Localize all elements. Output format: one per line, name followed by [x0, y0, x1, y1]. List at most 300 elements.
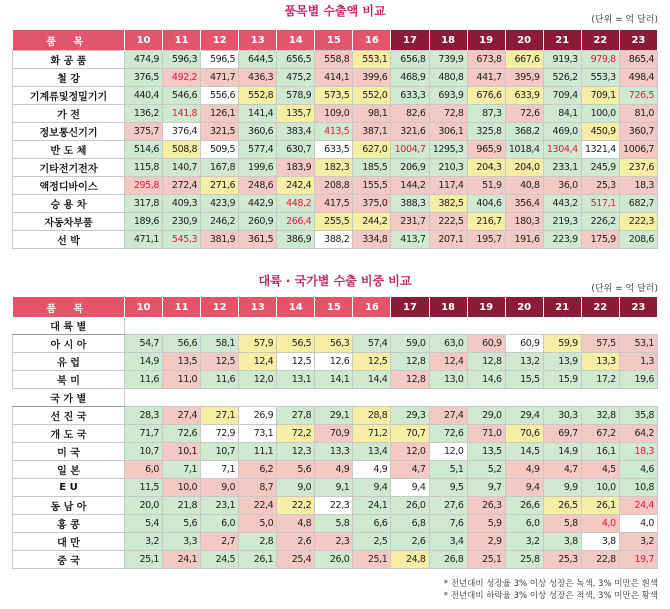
- table2-row: [13, 551, 658, 569]
- table2-cell: 3,2: [125, 533, 163, 551]
- table2-cell: 19,6: [619, 371, 657, 389]
- table2-cell: 10,0: [581, 479, 619, 497]
- table1-row-label: 선 박: [13, 231, 125, 249]
- table2-cell: 13,3: [315, 443, 353, 461]
- table2-cell: 60,9: [505, 335, 543, 353]
- table1-cell: 231,7: [391, 213, 429, 231]
- table1-year-header: 13: [239, 30, 277, 51]
- table2-cell: 12,5: [201, 353, 239, 371]
- table1-cell: 216,7: [467, 213, 505, 231]
- table2-header-label: 품 목: [13, 297, 125, 317]
- table1-cell: 140,7: [163, 159, 201, 177]
- table2-cell: 27,6: [429, 497, 467, 515]
- table2-year-header: 13: [239, 297, 277, 317]
- table2-cell: 30,3: [543, 407, 581, 425]
- table2-cell: 72,6: [429, 425, 467, 443]
- table1-row-label: 화 공 품: [13, 51, 125, 69]
- table2-cell: 6,8: [391, 515, 429, 533]
- table1-cell: 448,2: [277, 195, 315, 213]
- table2-cell: 72,6: [163, 425, 201, 443]
- table1-cell: 865,4: [619, 51, 657, 69]
- table1-cell: 72,8: [429, 105, 467, 123]
- table1-cell: 356,4: [505, 195, 543, 213]
- table2-row-label: 아 시 아: [13, 335, 125, 353]
- table1-cell: 578,9: [277, 87, 315, 105]
- table1-cell: 376,4: [163, 123, 201, 141]
- export-share-table: [12, 297, 658, 569]
- table1-cell: 72,6: [505, 105, 543, 123]
- table1-cell: 381,9: [201, 231, 239, 249]
- table2-cell: 23,1: [201, 497, 239, 515]
- table1-cell: 726,5: [619, 87, 657, 105]
- table2-section-label: 대 륙 별: [13, 317, 125, 335]
- table2-row: [13, 479, 658, 497]
- table1-cell: 450,9: [581, 123, 619, 141]
- table1-row-label: 승 용 차: [13, 195, 125, 213]
- table2-cell: 26,6: [505, 497, 543, 515]
- table2-cell: 12,3: [277, 443, 315, 461]
- table1-row-label: 기계류및정밀기기: [13, 87, 125, 105]
- table1-cell: 206,9: [391, 159, 429, 177]
- table2-cell: 35,8: [619, 407, 657, 425]
- table2-cell: 26,0: [391, 497, 429, 515]
- table1-cell: 556,6: [201, 87, 239, 105]
- table2-cell: 9,7: [467, 479, 505, 497]
- table2-cell: 2,9: [467, 533, 505, 551]
- table2-cell: 7,6: [429, 515, 467, 533]
- table2-cell: 7,1: [201, 461, 239, 479]
- table2-cell: 12,8: [391, 353, 429, 371]
- table2-cell: 12,8: [467, 353, 505, 371]
- table2-cell: 72,9: [201, 425, 239, 443]
- table2-cell: 13,4: [353, 443, 391, 461]
- table2-cell: 13,1: [277, 371, 315, 389]
- table2-section-row: [13, 389, 658, 407]
- table1-cell: 509,5: [201, 141, 239, 159]
- table1-cell: 739,9: [429, 51, 467, 69]
- table2-cell: 9,0: [201, 479, 239, 497]
- table1-cell: 246,2: [201, 213, 239, 231]
- table1-cell: 673,8: [467, 51, 505, 69]
- table2-cell: 29,1: [315, 407, 353, 425]
- table2-row: [13, 497, 658, 515]
- table2-cell: 4,6: [619, 461, 657, 479]
- table1-row-label: 철 강: [13, 69, 125, 87]
- table1-cell: 558,8: [315, 51, 353, 69]
- table2-cell: 54,7: [125, 335, 163, 353]
- table1-cell: 682,7: [619, 195, 657, 213]
- table2-cell: 12,4: [239, 353, 277, 371]
- table2-cell: 14,4: [353, 371, 391, 389]
- table2-row-label: 홍 콩: [13, 515, 125, 533]
- table1-cell: 596,3: [163, 51, 201, 69]
- table2-year-header: 15: [315, 297, 353, 317]
- table2-cell: 70,6: [505, 425, 543, 443]
- table2-row-label: 유 럽: [13, 353, 125, 371]
- table1-cell: 182,3: [315, 159, 353, 177]
- table2-cell: 11,6: [125, 371, 163, 389]
- table2-row: [13, 425, 658, 443]
- table2-cell: 53,1: [619, 335, 657, 353]
- table1-cell: 368,2: [505, 123, 543, 141]
- table1-cell: 87,3: [467, 105, 505, 123]
- table2-cell: 5,2: [467, 461, 505, 479]
- table2-cell: 22,3: [315, 497, 353, 515]
- table2-cell: 2,6: [391, 533, 429, 551]
- table2-cell: 29,4: [505, 407, 543, 425]
- table1-cell: 141,8: [163, 105, 201, 123]
- table1-cell: 546,6: [163, 87, 201, 105]
- table1-cell: 36,0: [543, 177, 581, 195]
- table2-cell: 14,1: [315, 371, 353, 389]
- table1-cell: 709,4: [543, 87, 581, 105]
- table1-row: [13, 195, 658, 213]
- table2-cell: 24,1: [353, 497, 391, 515]
- table1-cell: 255,5: [315, 213, 353, 231]
- table1-cell: 1018,4: [505, 141, 543, 159]
- table1-cell: 468,9: [391, 69, 429, 87]
- table1-cell: 191,6: [505, 231, 543, 249]
- table2-cell: 73,1: [239, 425, 277, 443]
- table1-cell: 306,1: [429, 123, 467, 141]
- table2-cell: 4,5: [581, 461, 619, 479]
- table1-cell: 1295,3: [429, 141, 467, 159]
- table2-cell: 8,7: [239, 479, 277, 497]
- table2-cell: 59,0: [391, 335, 429, 353]
- table1-cell: 100,0: [581, 105, 619, 123]
- table1-cell: 180,3: [505, 213, 543, 231]
- table2-cell: 57,5: [581, 335, 619, 353]
- table1-cell: 272,4: [163, 177, 201, 195]
- table1-cell: 552,8: [239, 87, 277, 105]
- table2-cell: 4,7: [391, 461, 429, 479]
- table1-row-label: 액정디바이스: [13, 177, 125, 195]
- table1-row: [13, 141, 658, 159]
- table2-cell: 14,9: [543, 443, 581, 461]
- table2-cell: 56,5: [277, 335, 315, 353]
- table1-cell: 1006,7: [619, 141, 657, 159]
- table2-cell: 2,6: [277, 533, 315, 551]
- table1-cell: 409,3: [163, 195, 201, 213]
- table2-row: [13, 353, 658, 371]
- table2-cell: 71,0: [467, 425, 505, 443]
- table2-cell: 58,1: [201, 335, 239, 353]
- table2-cell: 4,9: [505, 461, 543, 479]
- table1-cell: 440,4: [125, 87, 163, 105]
- table2-cell: 27,1: [201, 407, 239, 425]
- table1-cell: 260,9: [239, 213, 277, 231]
- table2-cell: 28,8: [353, 407, 391, 425]
- table2-year-header: 18: [429, 297, 467, 317]
- table2-cell: 21,8: [163, 497, 201, 515]
- table2-cell: 5,8: [543, 515, 581, 533]
- table1-cell: 979,8: [581, 51, 619, 69]
- table2-cell: 29,3: [391, 407, 429, 425]
- table2-row-label: 동 남 아: [13, 497, 125, 515]
- table2-unit: (단위 = 억 달러): [591, 284, 658, 294]
- table2-cell: 24,5: [201, 551, 239, 569]
- table2-cell: 12,0: [429, 443, 467, 461]
- table2-row: [13, 461, 658, 479]
- table2-cell: 12,4: [429, 353, 467, 371]
- table2-section-row: [13, 317, 658, 335]
- table1-cell: 204,3: [467, 159, 505, 177]
- table1-cell: 517,1: [581, 195, 619, 213]
- table1-cell: 219,3: [543, 213, 581, 231]
- table1-cell: 271,6: [201, 177, 239, 195]
- table2-row: [13, 335, 658, 353]
- table1-year-header: 19: [467, 30, 505, 51]
- table2-cell: 2,7: [201, 533, 239, 551]
- table1-cell: 919,3: [543, 51, 581, 69]
- table2-cell: 56,6: [163, 335, 201, 353]
- table2-cell: 5,9: [467, 515, 505, 533]
- table1-year-header: 12: [201, 30, 239, 51]
- table2-row-label: 중 국: [13, 551, 125, 569]
- table2-cell: 13,0: [429, 371, 467, 389]
- table1-cell: 167,8: [201, 159, 239, 177]
- table1-cell: 656,8: [391, 51, 429, 69]
- table2-cell: 59,9: [543, 335, 581, 353]
- table1-cell: 210,3: [429, 159, 467, 177]
- table2-cell: 4,9: [353, 461, 391, 479]
- table2-cell: 69,7: [543, 425, 581, 443]
- table2-cell: 14,9: [125, 353, 163, 371]
- table2-cell: 26,1: [581, 497, 619, 515]
- table2-cell: 11,5: [125, 479, 163, 497]
- table1-cell: 25,3: [581, 177, 619, 195]
- table1-cell: 383,4: [277, 123, 315, 141]
- table1-year-header: 15: [315, 30, 353, 51]
- table2-cell: 25,1: [353, 551, 391, 569]
- table2-cell: 18,3: [619, 443, 657, 461]
- table1-cell: 175,9: [581, 231, 619, 249]
- table2-cell: 71,7: [125, 425, 163, 443]
- note-growth: * 전년대비 성장율 3% 이상 성장은 녹색, 3% 미만은 흰색: [443, 579, 658, 589]
- table2-cell: 3,8: [543, 533, 581, 551]
- table1-cell: 676,6: [467, 87, 505, 105]
- table1-cell: 222,3: [619, 213, 657, 231]
- table2-cell: 6,0: [201, 515, 239, 533]
- table1-cell: 382,5: [429, 195, 467, 213]
- table1-cell: 135,7: [277, 105, 315, 123]
- table2-cell: 6,2: [239, 461, 277, 479]
- table2-cell: 22,8: [581, 551, 619, 569]
- table1-cell: 18,3: [619, 177, 657, 195]
- table1-cell: 596,5: [201, 51, 239, 69]
- table1-cell: 207,1: [429, 231, 467, 249]
- table2-cell: 22,2: [277, 497, 315, 515]
- table2-cell: 29,0: [467, 407, 505, 425]
- table1-year-header: 10: [125, 30, 163, 51]
- table1-year-header: 17: [391, 30, 429, 51]
- table2-title: 대륙 · 국가별 수출 비중 비교: [258, 274, 412, 288]
- table1-cell: 709,1: [581, 87, 619, 105]
- table1-cell: 242,4: [277, 177, 315, 195]
- table1-cell: 693,9: [429, 87, 467, 105]
- table1-cell: 84,1: [543, 105, 581, 123]
- table1-cell: 361,5: [239, 231, 277, 249]
- table2-cell: 4,8: [277, 515, 315, 533]
- table2-row: [13, 371, 658, 389]
- table2-cell: 2,3: [315, 533, 353, 551]
- table2-cell: 4,0: [581, 515, 619, 533]
- table2-cell: 57,9: [239, 335, 277, 353]
- table2-year-header: 22: [581, 297, 619, 317]
- table2-cell: 3,2: [505, 533, 543, 551]
- table2-cell: 5,4: [125, 515, 163, 533]
- table2-cell: 17,2: [581, 371, 619, 389]
- table2-cell: 6,0: [125, 461, 163, 479]
- table2-year-header: 19: [467, 297, 505, 317]
- table1-row-label: 정보통신기기: [13, 123, 125, 141]
- table2-cell: 9,9: [543, 479, 581, 497]
- table2-cell: 26,0: [315, 551, 353, 569]
- table1-cell: 417,5: [315, 195, 353, 213]
- table1-cell: 1004,7: [391, 141, 429, 159]
- table1-cell: 144,2: [391, 177, 429, 195]
- table1-cell: 633,3: [391, 87, 429, 105]
- table2-cell: 64,2: [619, 425, 657, 443]
- table2-cell: 4,7: [543, 461, 581, 479]
- table1-row: [13, 105, 658, 123]
- table2-cell: 56,3: [315, 335, 353, 353]
- table1-cell: 226,2: [581, 213, 619, 231]
- table1-cell: 248,6: [239, 177, 277, 195]
- table1-row: [13, 87, 658, 105]
- table1-cell: 141,4: [239, 105, 277, 123]
- table1-cell: 183,9: [277, 159, 315, 177]
- table1-cell: 395,9: [505, 69, 543, 87]
- table1-cell: 375,7: [125, 123, 163, 141]
- table1-cell: 441,7: [467, 69, 505, 87]
- table1-cell: 388,3: [391, 195, 429, 213]
- table1-cell: 117,4: [429, 177, 467, 195]
- table2-year-header: 14: [277, 297, 315, 317]
- table1-cell: 388,2: [315, 231, 353, 249]
- table2-cell: 10,7: [125, 443, 163, 461]
- export-amount-table: [12, 30, 658, 249]
- table2-year-header: 10: [125, 297, 163, 317]
- table1-cell: 189,6: [125, 213, 163, 231]
- table2-cell: 71,2: [353, 425, 391, 443]
- table2-cell: 22,4: [239, 497, 277, 515]
- table1-cell: 667,6: [505, 51, 543, 69]
- table1-cell: 492,2: [163, 69, 201, 87]
- table1-cell: 222,5: [429, 213, 467, 231]
- table2-cell: 9,1: [315, 479, 353, 497]
- table2-cell: 72,2: [277, 425, 315, 443]
- table1-cell: 573,5: [315, 87, 353, 105]
- table2-cell: 25,3: [543, 551, 581, 569]
- table1-year-header: 11: [163, 30, 201, 51]
- table1-cell: 360,6: [239, 123, 277, 141]
- table1-cell: 185,5: [353, 159, 391, 177]
- table2-cell: 10,0: [163, 479, 201, 497]
- table2-cell: 12,0: [391, 443, 429, 461]
- table2-section-filler: [125, 317, 658, 335]
- table1-cell: 514,6: [125, 141, 163, 159]
- table1-cell: 360,7: [619, 123, 657, 141]
- table2-cell: 3,4: [429, 533, 467, 551]
- table2-row: [13, 533, 658, 551]
- table1-year-header: 23: [619, 30, 657, 51]
- table1-cell: 553,3: [581, 69, 619, 87]
- table2-cell: 5,6: [277, 461, 315, 479]
- table1-cell: 376,5: [125, 69, 163, 87]
- table1-cell: 1304,4: [543, 141, 581, 159]
- table1-cell: 508,8: [163, 141, 201, 159]
- table2-year-header: 20: [505, 297, 543, 317]
- table1-year-header: 14: [277, 30, 315, 51]
- table2-cell: 25,4: [277, 551, 315, 569]
- table1-cell: 577,4: [239, 141, 277, 159]
- table2-cell: 24,4: [619, 497, 657, 515]
- table1-row: [13, 69, 658, 87]
- table1-cell: 633,9: [505, 87, 543, 105]
- table1-cell: 195,7: [467, 231, 505, 249]
- table1-cell: 295,8: [125, 177, 163, 195]
- table1-cell: 40,8: [505, 177, 543, 195]
- table2-cell: 19,7: [619, 551, 657, 569]
- table2-cell: 11,6: [201, 371, 239, 389]
- table1-cell: 545,3: [163, 231, 201, 249]
- table1-cell: 230,9: [163, 213, 201, 231]
- table1-cell: 266,4: [277, 213, 315, 231]
- table2-cell: 9,4: [505, 479, 543, 497]
- table1-cell: 471,7: [201, 69, 239, 87]
- table2-row-label: 개 도 국: [13, 425, 125, 443]
- table1-cell: 321,6: [391, 123, 429, 141]
- table1-cell: 475,2: [277, 69, 315, 87]
- table1-cell: 115,8: [125, 159, 163, 177]
- table1-cell: 321,5: [201, 123, 239, 141]
- table1-cell: 208,6: [619, 231, 657, 249]
- table2-row-label: 일 본: [13, 461, 125, 479]
- table2-cell: 26,8: [429, 551, 467, 569]
- table1-header-label: 품 목: [13, 30, 125, 51]
- table2-cell: 11,0: [163, 371, 201, 389]
- table1-row: [13, 159, 658, 177]
- table1-cell: 204,0: [505, 159, 543, 177]
- table1-row: [13, 51, 658, 69]
- table1-row: [13, 123, 658, 141]
- table2-cell: 6,0: [505, 515, 543, 533]
- table2-cell: 25,8: [505, 551, 543, 569]
- table2-cell: 25,1: [467, 551, 505, 569]
- table2-cell: 13,9: [543, 353, 581, 371]
- table2-cell: 67,2: [581, 425, 619, 443]
- table2-cell: 26,5: [543, 497, 581, 515]
- table1-cell: 627,0: [353, 141, 391, 159]
- table1-cell: 630,7: [277, 141, 315, 159]
- table2-cell: 9,4: [391, 479, 429, 497]
- table2-cell: 27,4: [163, 407, 201, 425]
- note-decline: * 전년대비 하락율 3% 이상 성장은 적색, 3% 미만은 황색: [443, 591, 658, 601]
- table1-cell: 498,4: [619, 69, 657, 87]
- table2-cell: 16,1: [581, 443, 619, 461]
- table2-cell: 3,8: [581, 533, 619, 551]
- table1-cell: 109,0: [315, 105, 353, 123]
- table1-cell: 644,5: [239, 51, 277, 69]
- table2-row-label: E U: [13, 479, 125, 497]
- table2-cell: 5,8: [315, 515, 353, 533]
- table1-cell: 375,0: [353, 195, 391, 213]
- table2-cell: 3,2: [619, 533, 657, 551]
- table2-row-label: 선 진 국: [13, 407, 125, 425]
- table2-cell: 12,6: [315, 353, 353, 371]
- table2-cell: 63,0: [429, 335, 467, 353]
